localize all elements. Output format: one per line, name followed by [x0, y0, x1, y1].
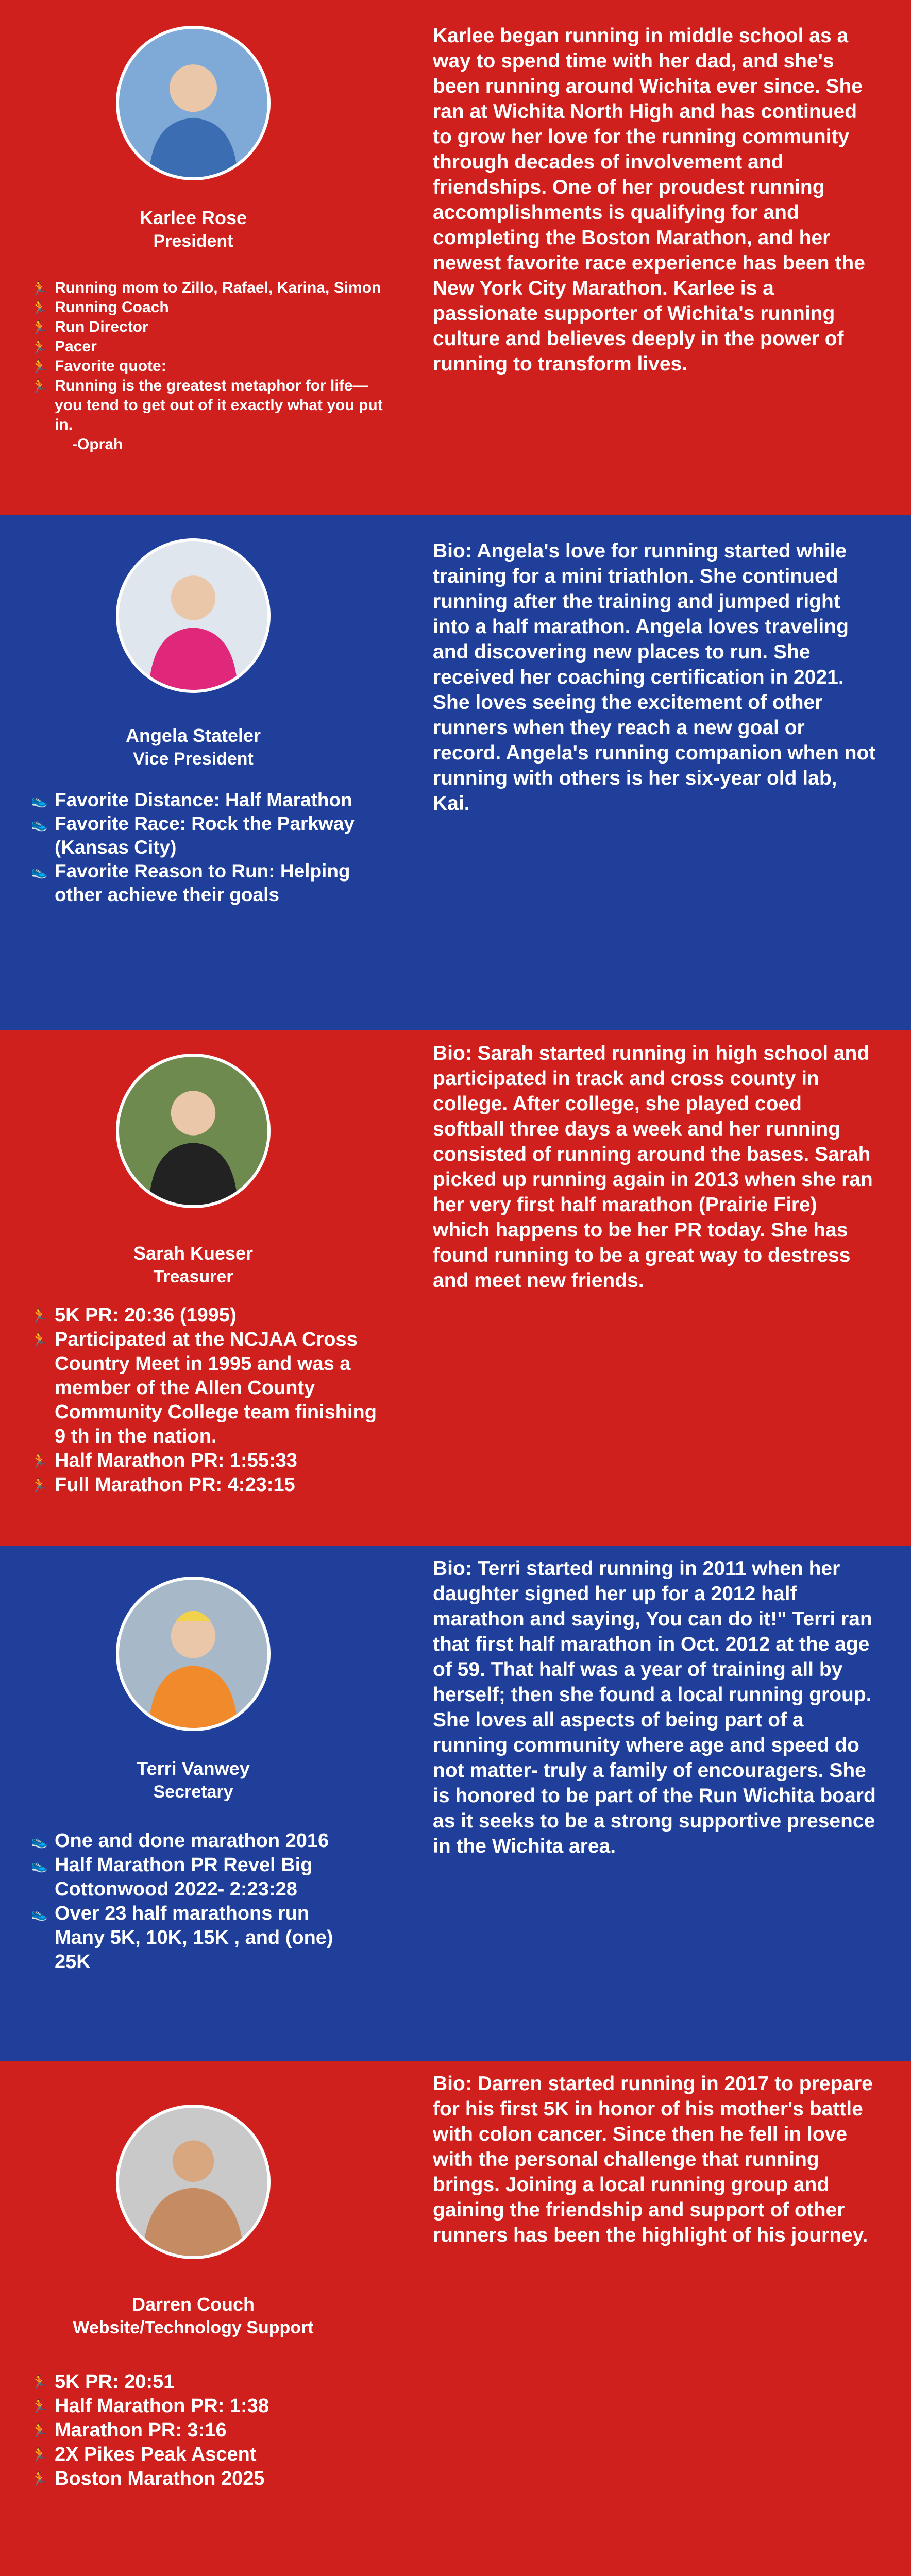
runner-icon: 🏃 — [31, 280, 48, 296]
profile-name: Karlee Rose — [139, 207, 247, 228]
profile-photo-darren-couch — [116, 2105, 271, 2259]
fact-item: 👟 One and done marathon 2016 — [31, 1829, 361, 1853]
fact-item: 🏃 Boston Marathon 2025 — [31, 2467, 392, 2491]
fact-item-quote-author: -Oprah — [72, 436, 123, 453]
runner-icon: 🏃 — [31, 2398, 48, 2414]
profile-bio: Bio: Sarah started running in high school and participated in track and cross county in college. After college, she played coed softball three days a week and her running consisted of running around the bases. Sarah picked up running again in 2013 when she ran her very first half marathon (Prairie Fire) which happens to be her PR today. She has found running to be a great way to destress and meet new friends. — [433, 1042, 873, 1292]
running-shoe-icon: 👟 — [31, 1857, 48, 1873]
runner-icon: 🏃 — [31, 319, 48, 335]
running-shoe-icon: 👟 — [31, 816, 48, 832]
profile-section-sarah-kueser — [0, 1030, 911, 1546]
profile-bio: Karlee began running in middle school as a way to spend time with her dad, and she's been running around Wichita ever since. She ran at Wichita North High and has continued to grow her love for the running community through decades of involvement and friendships. One of her proudest running accomplishments is qualifying for and completing the Boston Marathon, and her newest favorite race experience has been the New York City Marathon. Karlee is a passionate supporter of Wichita's running culture and believes deeply in the power of running to transform lives. — [433, 25, 865, 375]
fact-item: 🏃 Half Marathon PR: 1:55:33 — [31, 1449, 386, 1473]
fact-item: 🏃 Marathon PR: 3:16 — [31, 2418, 392, 2443]
fact-item: 🏃 Participated at the NCJAA Cross Country Meet in 1995 and was a member of the Allen County Community College team finishing 9 th in the nation. — [31, 1329, 377, 1447]
fact-item: 🏃 Favorite quote: — [31, 357, 392, 376]
runner-icon: 🏃 — [31, 2471, 48, 2486]
runner-icon: 🏃 — [31, 2447, 48, 2462]
runner-icon: 🏃 — [31, 378, 48, 394]
running-shoe-icon: 👟 — [31, 792, 48, 808]
person-silhouette-icon — [119, 1057, 267, 1205]
profile-role: Website/Technology Support — [73, 2318, 314, 2337]
profile-name: Darren Couch — [131, 2294, 255, 2315]
fact-item: 👟 Favorite Reason to Run: Helping other achieve their goals — [31, 860, 350, 905]
fact-item: 👟 Favorite Distance: Half Marathon — [31, 788, 392, 812]
profile-section-karlee-rose — [0, 0, 911, 515]
fact-item: 🏃 Run Director — [31, 317, 392, 337]
profile-photo-terri-vanwey — [116, 1577, 271, 1731]
running-shoe-icon: 👟 — [31, 1906, 48, 1921]
running-shoe-icon: 👟 — [31, 1833, 48, 1849]
profile-photo-sarah-kueser — [116, 1054, 271, 1208]
fact-item: 🏃 Pacer — [31, 337, 392, 357]
fact-item: 🏃 2X Pikes Peak Ascent — [31, 2443, 392, 2467]
profile-photo-karlee-rose — [116, 26, 271, 180]
profile-facts-list — [31, 788, 392, 907]
runner-icon: 🏃 — [31, 339, 48, 354]
profile-facts-list — [31, 1303, 386, 1497]
profile-left-column — [0, 1546, 412, 2061]
profile-facts-list — [31, 2370, 392, 2491]
runner-icon: 🏃 — [31, 1308, 48, 1323]
profile-bio: Bio: Darren started running in 2017 to prepare for his first 5K in honor of his mother's battle with colon cancer. Since then he fell in love with the personal challenge that running brings. Joining a local running group and gaining the friendship and support of other runners has been the highlight of his journey. — [433, 2073, 873, 2246]
profile-left-column — [0, 1030, 412, 1546]
profile-role: Treasurer — [153, 1267, 233, 1286]
profile-photo-angela-stateler — [116, 538, 271, 693]
running-shoe-icon: 👟 — [31, 863, 48, 879]
profile-name: Terri Vanwey — [137, 1758, 250, 1779]
profile-facts-list — [31, 1829, 361, 1974]
runner-icon: 🏃 — [31, 300, 48, 315]
runner-icon: 🏃 — [31, 2374, 48, 2389]
runner-icon: 🏃 — [31, 359, 48, 374]
profile-name: Angela Stateler — [125, 725, 261, 746]
profile-left-column — [0, 2061, 412, 2576]
profile-bio: Bio: Terri started running in 2011 when her daughter signed her up for a 2012 half marathon and saying, You can do it!" Terri ran that first half marathon in Oct. 2012 at the age of 59. That half was a year of training all by herself; then she found a local running group. She loves all aspects of being part of a running community where age and speed do not matter- truly a family of encouragers. She is honored to be part of the Run Wichita board as it seeks to be a strong supportive presence in the Wichita area. — [433, 1557, 876, 1857]
profile-role: President — [153, 231, 233, 251]
profile-section-terri-vanwey — [0, 1546, 911, 2061]
profile-role: Secretary — [153, 1782, 233, 1802]
runner-icon: 🏃 — [31, 1453, 48, 1468]
fact-item: 🏃 Running is the greatest metaphor for life—you tend to get out of it exactly what you put in. — [31, 377, 383, 433]
profile-name: Sarah Kueser — [133, 1243, 254, 1264]
profile-left-column — [0, 0, 412, 515]
profile-facts-list — [31, 278, 392, 454]
person-silhouette-icon — [119, 1580, 267, 1728]
profile-section-darren-couch — [0, 2061, 911, 2576]
profile-left-column — [0, 515, 412, 1030]
runner-icon: 🏃 — [31, 1477, 48, 1493]
profile-section-angela-stateler — [0, 515, 911, 1030]
profile-role: Vice President — [133, 749, 254, 769]
fact-item: 👟 Over 23 half marathons run Many 5K, 10K, 15K , and (one) 25K — [31, 1903, 333, 1973]
person-silhouette-icon — [119, 541, 267, 690]
person-silhouette-icon — [119, 29, 267, 177]
fact-item: 🏃 Running Coach — [31, 298, 392, 317]
fact-item: 🏃 Full Marathon PR: 4:23:15 — [31, 1473, 386, 1497]
runner-icon: 🏃 — [31, 1332, 48, 1347]
profile-bio: Bio: Angela's love for running started while training for a mini triathlon. She continued running after the training and jumped right into a half marathon. Angela loves traveling and discovering new places to run. She received her coaching certification in 2021. She loves seeing the excitement of other runners when they reach a new goal or record. Angela's running companion when not running with others is her six-year old lab, Kai. — [433, 540, 876, 815]
person-silhouette-icon — [119, 2108, 267, 2256]
fact-item: 🏃 Half Marathon PR: 1:38 — [31, 2394, 392, 2418]
fact-item: 👟 Half Marathon PR Revel Big Cottonwood 2022- 2:23:28 — [31, 1854, 313, 1900]
fact-item: 🏃 Running mom to Zillo, Rafael, Karina, Simon — [31, 278, 392, 298]
runner-icon: 🏃 — [31, 2422, 48, 2438]
fact-item: 🏃 5K PR: 20:51 — [31, 2370, 392, 2394]
fact-item: 👟 Favorite Race: Rock the Parkway (Kansas City) — [31, 813, 355, 858]
fact-item: 🏃 5K PR: 20:36 (1995) — [31, 1303, 386, 1328]
